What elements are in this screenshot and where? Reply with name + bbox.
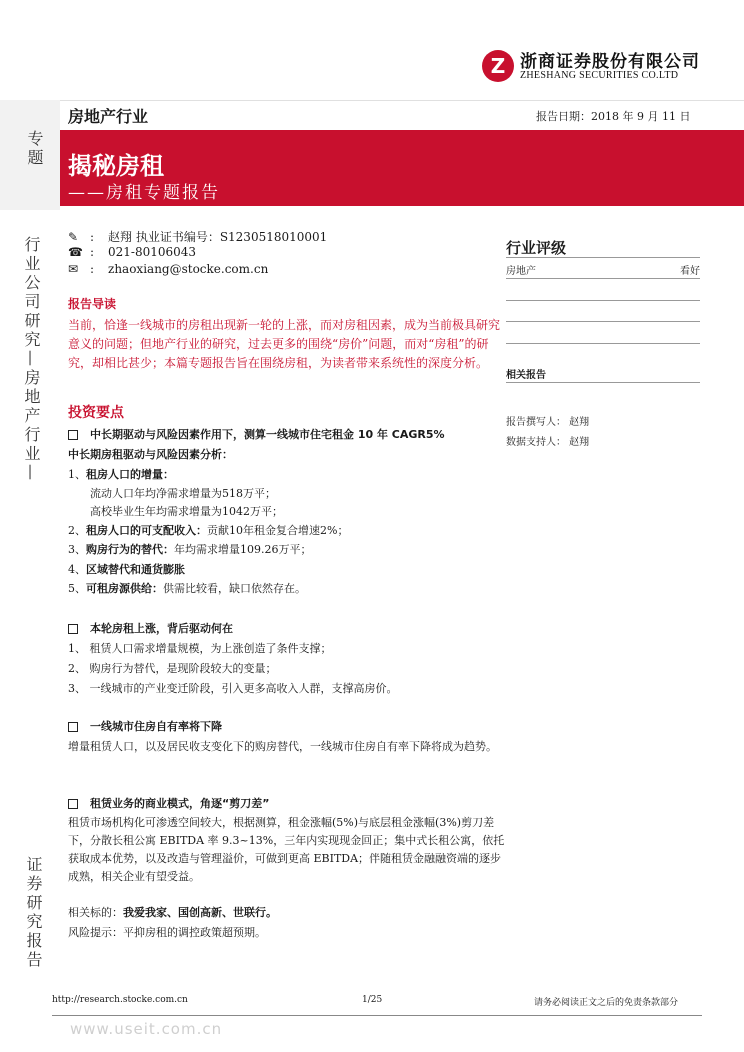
contact-email: ✉ : zhaoxiang@stocke.com.cn bbox=[68, 262, 269, 276]
point-1-head: 中长期驱动与风险因素作用下，测算一线城市住宅租金 10 年 CAGR5% bbox=[68, 426, 445, 442]
point-1-item-1: 1、租房人口的增量： bbox=[68, 468, 174, 481]
checkbox-icon bbox=[68, 722, 78, 732]
report-writer: 报告撰写人： 赵翔 bbox=[506, 417, 590, 428]
company-logo-icon: Z bbox=[482, 50, 514, 82]
point-1-sub: 中长期房租驱动与风险因素分析： bbox=[68, 448, 233, 461]
rating-divider bbox=[506, 257, 700, 258]
contact-analyst: ✎ : 赵翔 执业证书编号：S1230518010001 bbox=[68, 230, 328, 244]
guide-title: 报告导读 bbox=[68, 297, 117, 311]
email-text[interactable]: zhaoxiang@stocke.com.cn bbox=[108, 262, 269, 276]
rating-sector: 房地产 bbox=[506, 266, 536, 277]
point-4-text: 租赁市场机构化可渗透空间较大，根据测算，租金涨幅(5%)与底层租金涨幅(3%)剪刀差下，分散长租公寓 EBITDA 率 9.3~13%，三年内实现现金回正；集中式长租公寓，依托获取成本优势，以及改造与管理溢价，可做到更高 EBITDA；伴随租赁金融融资端的逐步成熟，相关企业有望受益。 bbox=[68, 816, 505, 883]
report-date: 报告日期：2018 年 9 月 11 日 bbox=[536, 110, 691, 123]
point-2-line-1: 1、 租赁人口需求增量规模，为上涨创造了条件支撑； bbox=[68, 642, 332, 655]
rating-divider-2 bbox=[506, 278, 700, 279]
rating-divider-3 bbox=[506, 300, 700, 301]
footer-page-number: 1/25 bbox=[362, 995, 383, 1005]
footer-divider bbox=[52, 1015, 702, 1016]
point-2-line-2: 2、 购房行为替代，是现阶段较大的变量； bbox=[68, 662, 277, 675]
footer-disclaimer: 请务必阅读正文之后的免责条款部分 bbox=[534, 998, 679, 1008]
checkbox-icon bbox=[68, 430, 78, 440]
point-1-item-2: 2、租房人口的可支配收入：贡献10年租金复合增速2%； bbox=[68, 524, 349, 537]
analyst-text: 赵翔 执业证书编号：S1230518010001 bbox=[108, 230, 328, 244]
sidebar-industry-label: 行业公司研究—房地产行业— bbox=[22, 236, 41, 483]
checkbox-icon bbox=[68, 624, 78, 634]
sidebar-topic-label: 专题 bbox=[25, 130, 44, 168]
pen-icon: ✎ bbox=[68, 230, 79, 244]
point-1-item-4: 4、区域替代和通货膨胀 bbox=[68, 563, 185, 576]
phone-icon: ☎ bbox=[68, 245, 83, 259]
mail-icon: ✉ bbox=[68, 262, 79, 276]
risk-warning: 风险提示：平抑房租的调控政策超预期。 bbox=[68, 926, 266, 939]
point-1-item-1b: 高校毕业生年均需求增量为1042万平； bbox=[90, 505, 283, 518]
point-1-item-5: 5、可租房源供给：供需比较看，缺口依然存在。 bbox=[68, 582, 306, 595]
page-subtitle: ——房租专题报告 bbox=[68, 183, 220, 203]
point-1-item-1a: 流动人口年均净需求增量为518万平； bbox=[90, 487, 276, 500]
rating-title: 行业评级 bbox=[506, 239, 567, 257]
rating-divider-4 bbox=[506, 321, 700, 322]
sidebar-report-label: 证券研究报告 bbox=[24, 856, 43, 970]
point-2-head: 本轮房租上涨，背后驱动何在 bbox=[68, 620, 233, 636]
point-1-item-3: 3、购房行为的替代：年均需求增量109.26万平； bbox=[68, 543, 312, 556]
industry-label: 房地产行业 bbox=[68, 107, 149, 126]
rating-row bbox=[506, 262, 700, 277]
data-support: 数据支持人： 赵翔 bbox=[506, 437, 590, 448]
guide-text: 当前，恰逢一线城市的房租出现新一轮的上涨，而对房租因素，成为当前极具研究意义的问题；但地产行业的研究，过去更多的围绕“房价”问题，而对“房租”的研究，却相比甚少；本篇专题报告旨在围绕房租，为读者带来系统性的深度分析。 bbox=[68, 318, 501, 370]
related-reports-title: 相关报告 bbox=[506, 370, 546, 381]
point-4-head: 租赁业务的商业模式，角逐“剪刀差” bbox=[68, 795, 269, 811]
point-2-line-3: 3、 一线城市的产业变迁阶段，引入更多高收入人群，支撑高房价。 bbox=[68, 682, 398, 695]
company-name-en: ZHESHANG SECURITIES CO.LTD bbox=[520, 70, 679, 81]
company-name-cn: 浙商证券股份有限公司 bbox=[520, 52, 700, 72]
watermark: www.useit.com.cn bbox=[70, 1020, 223, 1038]
page-title: 揭秘房租 bbox=[68, 152, 164, 180]
checkbox-icon bbox=[68, 799, 78, 809]
related-divider bbox=[506, 382, 700, 383]
points-title: 投资要点 bbox=[68, 405, 124, 421]
footer-url[interactable]: http://research.stocke.com.cn bbox=[52, 995, 188, 1005]
contact-phone: ☎ : 021-80106043 bbox=[68, 245, 197, 259]
phone-text: 021-80106043 bbox=[108, 245, 197, 259]
point-3-text: 增量租赁人口，以及居民收支变化下的购房替代，一线城市住房自有率下降将成为趋势。 bbox=[68, 740, 497, 753]
rating-divider-5 bbox=[506, 343, 700, 344]
point-3-head: 一线城市住房自有率将下降 bbox=[68, 718, 222, 734]
related-targets: 相关标的：我爱我家、国创高新、世联行。 bbox=[68, 906, 277, 919]
rating-value: 看好 bbox=[680, 266, 700, 277]
